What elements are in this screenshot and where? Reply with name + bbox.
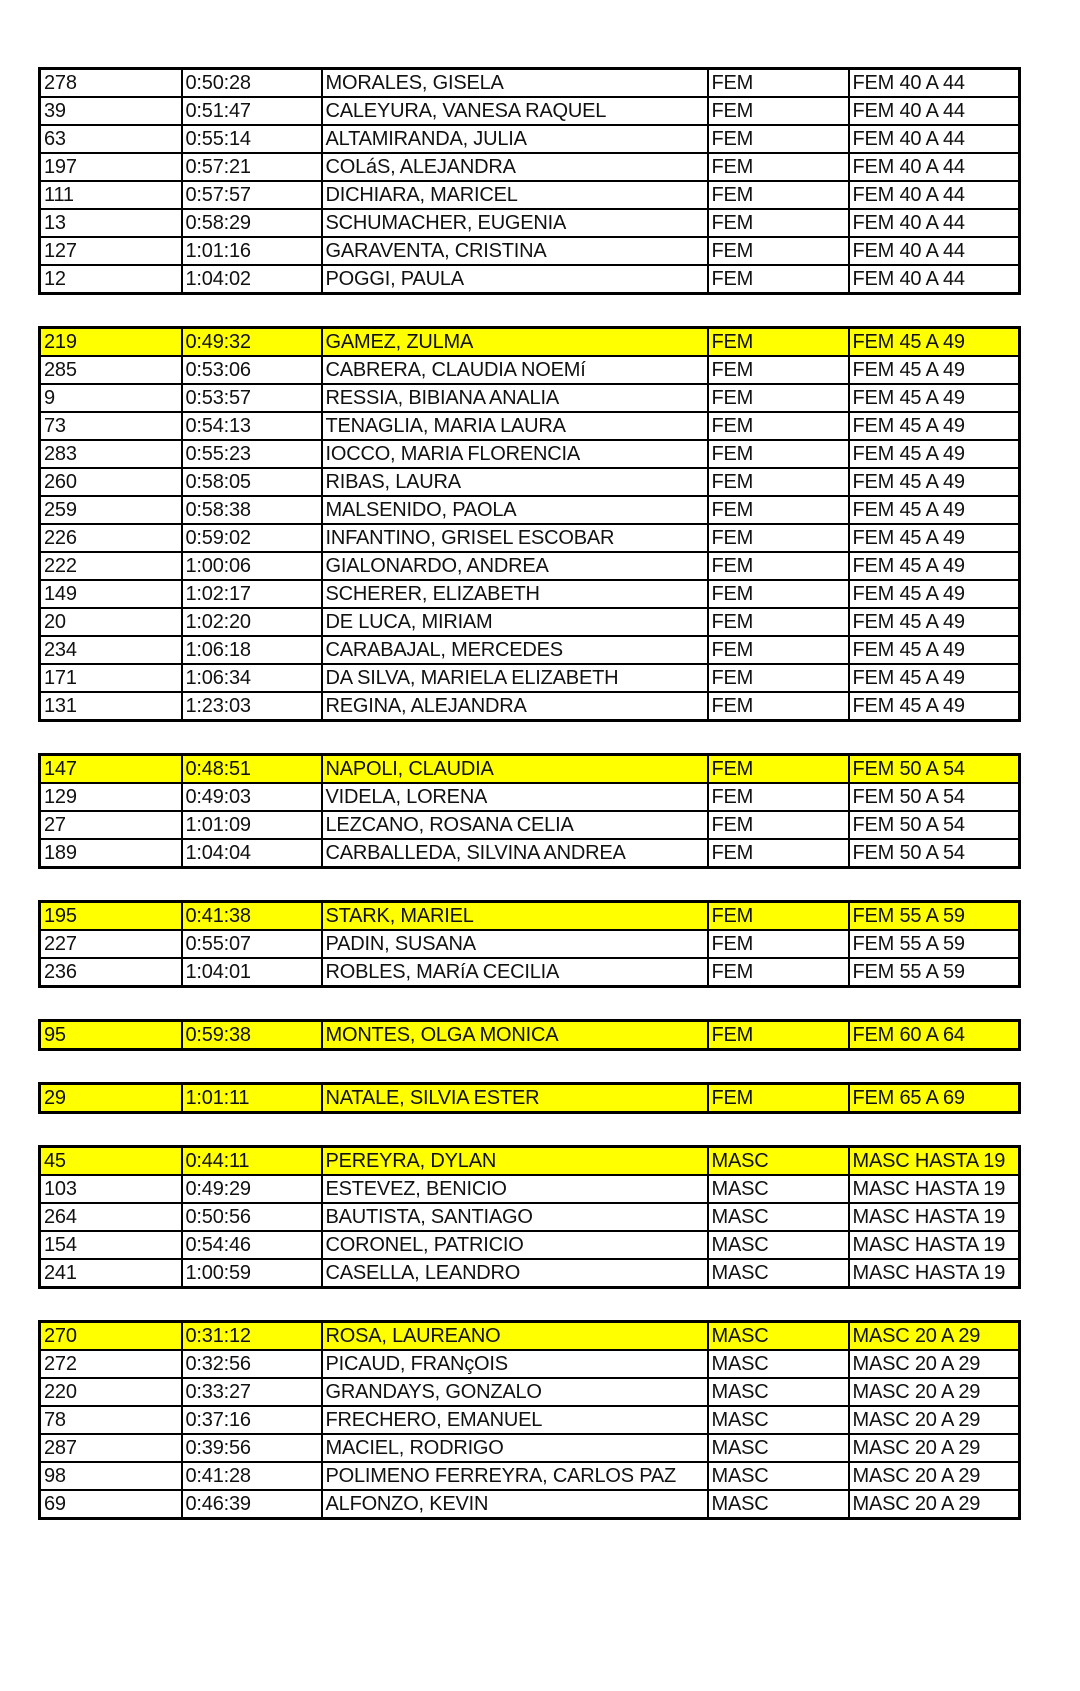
result-row <box>40 552 1020 580</box>
winner-result-row <box>40 1084 1020 1113</box>
sex-cell: FEM <box>708 153 849 181</box>
runner-name-cell: CABRERA, CLAUDIA NOEMí <box>322 356 708 384</box>
category-cell: FEM 40 A 44 <box>849 97 1020 125</box>
runner-name-cell: MORALES, GISELA <box>322 69 708 98</box>
category-cell: FEM 45 A 49 <box>849 692 1020 721</box>
finish-time-cell: 1:02:17 <box>182 580 322 608</box>
bib-number-cell: 195 <box>40 902 182 931</box>
bib-number-cell: 13 <box>40 209 182 237</box>
sex-cell: FEM <box>708 930 849 958</box>
sex-cell: MASC <box>708 1378 849 1406</box>
result-row <box>40 930 1020 958</box>
winner-result-row <box>40 902 1020 931</box>
winner-result-row <box>40 1322 1020 1351</box>
finish-time-cell: 0:59:02 <box>182 524 322 552</box>
sex-cell: FEM <box>708 1084 849 1113</box>
finish-time-cell: 0:37:16 <box>182 1406 322 1434</box>
runner-name-cell: SCHERER, ELIZABETH <box>322 580 708 608</box>
runner-name-cell: STARK, MARIEL <box>322 902 708 931</box>
finish-time-cell: 0:41:38 <box>182 902 322 931</box>
result-row <box>40 636 1020 664</box>
runner-name-cell: DA SILVA, MARIELA ELIZABETH <box>322 664 708 692</box>
finish-time-cell: 0:55:07 <box>182 930 322 958</box>
runner-name-cell: CARABAJAL, MERCEDES <box>322 636 708 664</box>
finish-time-cell: 0:51:47 <box>182 97 322 125</box>
runner-name-cell: BAUTISTA, SANTIAGO <box>322 1203 708 1231</box>
finish-time-cell: 0:50:56 <box>182 1203 322 1231</box>
sex-cell: FEM <box>708 902 849 931</box>
category-cell: FEM 45 A 49 <box>849 664 1020 692</box>
runner-name-cell: MONTES, OLGA MONICA <box>322 1021 708 1050</box>
sex-cell: FEM <box>708 552 849 580</box>
category-cell: FEM 60 A 64 <box>849 1021 1020 1050</box>
result-row <box>40 1175 1020 1203</box>
category-results-table <box>38 753 1021 869</box>
runner-name-cell: COLáS, ALEJANDRA <box>322 153 708 181</box>
bib-number-cell: 129 <box>40 783 182 811</box>
finish-time-cell: 1:04:01 <box>182 958 322 987</box>
finish-time-cell: 0:32:56 <box>182 1350 322 1378</box>
bib-number-cell: 234 <box>40 636 182 664</box>
finish-time-cell: 0:58:38 <box>182 496 322 524</box>
bib-number-cell: 264 <box>40 1203 182 1231</box>
finish-time-cell: 1:00:59 <box>182 1259 322 1288</box>
sex-cell: FEM <box>708 440 849 468</box>
runner-name-cell: CARBALLEDA, SILVINA ANDREA <box>322 839 708 868</box>
category-cell: FEM 50 A 54 <box>849 811 1020 839</box>
bib-number-cell: 111 <box>40 181 182 209</box>
bib-number-cell: 278 <box>40 69 182 98</box>
category-cell: FEM 45 A 49 <box>849 468 1020 496</box>
sex-cell: FEM <box>708 125 849 153</box>
runner-name-cell: ROBLES, MARíA CECILIA <box>322 958 708 987</box>
runner-name-cell: POGGI, PAULA <box>322 265 708 294</box>
category-cell: FEM 45 A 49 <box>849 384 1020 412</box>
category-cell: MASC HASTA 19 <box>849 1203 1020 1231</box>
runner-name-cell: FRECHERO, EMANUEL <box>322 1406 708 1434</box>
bib-number-cell: 189 <box>40 839 182 868</box>
sex-cell: FEM <box>708 237 849 265</box>
category-results-table <box>38 326 1021 722</box>
winner-result-row <box>40 1147 1020 1176</box>
result-row <box>40 412 1020 440</box>
category-cell: MASC 20 A 29 <box>849 1350 1020 1378</box>
finish-time-cell: 0:49:03 <box>182 783 322 811</box>
runner-name-cell: PEREYRA, DYLAN <box>322 1147 708 1176</box>
sex-cell: FEM <box>708 384 849 412</box>
result-row <box>40 1406 1020 1434</box>
category-cell: FEM 55 A 59 <box>849 902 1020 931</box>
category-cell: FEM 40 A 44 <box>849 153 1020 181</box>
sex-cell: FEM <box>708 265 849 294</box>
result-row <box>40 1462 1020 1490</box>
result-row <box>40 384 1020 412</box>
sex-cell: MASC <box>708 1350 849 1378</box>
sex-cell: FEM <box>708 1021 849 1050</box>
result-row <box>40 811 1020 839</box>
result-row <box>40 440 1020 468</box>
bib-number-cell: 131 <box>40 692 182 721</box>
sex-cell: FEM <box>708 811 849 839</box>
sex-cell: MASC <box>708 1322 849 1351</box>
bib-number-cell: 260 <box>40 468 182 496</box>
runner-name-cell: INFANTINO, GRISEL ESCOBAR <box>322 524 708 552</box>
result-row <box>40 608 1020 636</box>
finish-time-cell: 0:46:39 <box>182 1490 322 1519</box>
runner-name-cell: DICHIARA, MARICEL <box>322 181 708 209</box>
category-cell: MASC HASTA 19 <box>849 1175 1020 1203</box>
bib-number-cell: 171 <box>40 664 182 692</box>
finish-time-cell: 0:58:29 <box>182 209 322 237</box>
sex-cell: FEM <box>708 692 849 721</box>
runner-name-cell: DE LUCA, MIRIAM <box>322 608 708 636</box>
winner-result-row <box>40 755 1020 784</box>
runner-name-cell: RESSIA, BIBIANA ANALIA <box>322 384 708 412</box>
bib-number-cell: 69 <box>40 1490 182 1519</box>
result-row <box>40 958 1020 987</box>
category-cell: FEM 45 A 49 <box>849 608 1020 636</box>
winner-result-row <box>40 1021 1020 1050</box>
finish-time-cell: 1:01:16 <box>182 237 322 265</box>
result-row <box>40 524 1020 552</box>
finish-time-cell: 1:01:11 <box>182 1084 322 1113</box>
bib-number-cell: 147 <box>40 755 182 784</box>
runner-name-cell: MACIEL, RODRIGO <box>322 1434 708 1462</box>
category-cell: FEM 45 A 49 <box>849 524 1020 552</box>
runner-name-cell: GAMEZ, ZULMA <box>322 328 708 357</box>
category-results-table <box>38 900 1021 988</box>
bib-number-cell: 95 <box>40 1021 182 1050</box>
runner-name-cell: GRANDAYS, GONZALO <box>322 1378 708 1406</box>
finish-time-cell: 0:58:05 <box>182 468 322 496</box>
runner-name-cell: POLIMENO FERREYRA, CARLOS PAZ <box>322 1462 708 1490</box>
sex-cell: FEM <box>708 356 849 384</box>
runner-name-cell: VIDELA, LORENA <box>322 783 708 811</box>
finish-time-cell: 0:55:23 <box>182 440 322 468</box>
sex-cell: FEM <box>708 209 849 237</box>
category-cell: MASC HASTA 19 <box>849 1259 1020 1288</box>
sex-cell: FEM <box>708 608 849 636</box>
runner-name-cell: NAPOLI, CLAUDIA <box>322 755 708 784</box>
category-cell: FEM 45 A 49 <box>849 328 1020 357</box>
finish-time-cell: 0:44:11 <box>182 1147 322 1176</box>
sex-cell: FEM <box>708 468 849 496</box>
bib-number-cell: 45 <box>40 1147 182 1176</box>
finish-time-cell: 0:50:28 <box>182 69 322 98</box>
bib-number-cell: 9 <box>40 384 182 412</box>
bib-number-cell: 154 <box>40 1231 182 1259</box>
category-cell: MASC 20 A 29 <box>849 1378 1020 1406</box>
runner-name-cell: ESTEVEZ, BENICIO <box>322 1175 708 1203</box>
result-row <box>40 356 1020 384</box>
result-row <box>40 97 1020 125</box>
sex-cell: FEM <box>708 97 849 125</box>
bib-number-cell: 149 <box>40 580 182 608</box>
bib-number-cell: 285 <box>40 356 182 384</box>
runner-name-cell: TENAGLIA, MARIA LAURA <box>322 412 708 440</box>
finish-time-cell: 0:59:38 <box>182 1021 322 1050</box>
winner-result-row <box>40 328 1020 357</box>
sex-cell: MASC <box>708 1490 849 1519</box>
runner-name-cell: NATALE, SILVIA ESTER <box>322 1084 708 1113</box>
bib-number-cell: 219 <box>40 328 182 357</box>
result-row <box>40 692 1020 721</box>
bib-number-cell: 63 <box>40 125 182 153</box>
category-cell: FEM 45 A 49 <box>849 356 1020 384</box>
category-cell: MASC 20 A 29 <box>849 1490 1020 1519</box>
sex-cell: FEM <box>708 524 849 552</box>
bib-number-cell: 236 <box>40 958 182 987</box>
runner-name-cell: MALSENIDO, PAOLA <box>322 496 708 524</box>
finish-time-cell: 1:04:04 <box>182 839 322 868</box>
bib-number-cell: 287 <box>40 1434 182 1462</box>
result-row <box>40 237 1020 265</box>
bib-number-cell: 283 <box>40 440 182 468</box>
sex-cell: FEM <box>708 181 849 209</box>
finish-time-cell: 0:49:32 <box>182 328 322 357</box>
bib-number-cell: 197 <box>40 153 182 181</box>
finish-time-cell: 1:00:06 <box>182 552 322 580</box>
category-results-table <box>38 1082 1021 1114</box>
sex-cell: FEM <box>708 412 849 440</box>
category-cell: FEM 55 A 59 <box>849 958 1020 987</box>
category-cell: FEM 40 A 44 <box>849 265 1020 294</box>
category-cell: MASC 20 A 29 <box>849 1462 1020 1490</box>
category-cell: FEM 45 A 49 <box>849 496 1020 524</box>
bib-number-cell: 226 <box>40 524 182 552</box>
bib-number-cell: 78 <box>40 1406 182 1434</box>
category-cell: FEM 50 A 54 <box>849 783 1020 811</box>
sex-cell: FEM <box>708 958 849 987</box>
category-cell: FEM 45 A 49 <box>849 440 1020 468</box>
runner-name-cell: CORONEL, PATRICIO <box>322 1231 708 1259</box>
runner-name-cell: IOCCO, MARIA FLORENCIA <box>322 440 708 468</box>
sex-cell: MASC <box>708 1259 849 1288</box>
bib-number-cell: 103 <box>40 1175 182 1203</box>
sex-cell: MASC <box>708 1462 849 1490</box>
finish-time-cell: 0:54:46 <box>182 1231 322 1259</box>
sex-cell: MASC <box>708 1175 849 1203</box>
runner-name-cell: GIALONARDO, ANDREA <box>322 552 708 580</box>
category-results-table <box>38 1019 1021 1051</box>
result-row <box>40 69 1020 98</box>
runner-name-cell: PICAUD, FRANçOIS <box>322 1350 708 1378</box>
sex-cell: FEM <box>708 580 849 608</box>
bib-number-cell: 27 <box>40 811 182 839</box>
sex-cell: FEM <box>708 839 849 868</box>
bib-number-cell: 73 <box>40 412 182 440</box>
sex-cell: MASC <box>708 1203 849 1231</box>
finish-time-cell: 1:01:09 <box>182 811 322 839</box>
bib-number-cell: 20 <box>40 608 182 636</box>
finish-time-cell: 0:53:57 <box>182 384 322 412</box>
category-cell: FEM 55 A 59 <box>849 930 1020 958</box>
sex-cell: FEM <box>708 783 849 811</box>
sex-cell: FEM <box>708 664 849 692</box>
finish-time-cell: 0:57:57 <box>182 181 322 209</box>
runner-name-cell: ALFONZO, KEVIN <box>322 1490 708 1519</box>
result-row <box>40 496 1020 524</box>
result-row <box>40 1490 1020 1519</box>
runner-name-cell: RIBAS, LAURA <box>322 468 708 496</box>
finish-time-cell: 0:41:28 <box>182 1462 322 1490</box>
category-cell: FEM 45 A 49 <box>849 636 1020 664</box>
finish-time-cell: 0:39:56 <box>182 1434 322 1462</box>
results-page <box>38 67 1018 1551</box>
sex-cell: FEM <box>708 636 849 664</box>
result-row <box>40 839 1020 868</box>
category-cell: MASC HASTA 19 <box>849 1231 1020 1259</box>
runner-name-cell: CASELLA, LEANDRO <box>322 1259 708 1288</box>
category-cell: MASC 20 A 29 <box>849 1406 1020 1434</box>
category-cell: FEM 50 A 54 <box>849 839 1020 868</box>
result-row <box>40 153 1020 181</box>
sex-cell: MASC <box>708 1406 849 1434</box>
result-row <box>40 783 1020 811</box>
bib-number-cell: 259 <box>40 496 182 524</box>
category-cell: MASC 20 A 29 <box>849 1434 1020 1462</box>
category-results-table <box>38 67 1021 295</box>
sex-cell: FEM <box>708 755 849 784</box>
result-row <box>40 580 1020 608</box>
category-cell: MASC 20 A 29 <box>849 1322 1020 1351</box>
result-row <box>40 1231 1020 1259</box>
bib-number-cell: 98 <box>40 1462 182 1490</box>
bib-number-cell: 270 <box>40 1322 182 1351</box>
finish-time-cell: 1:23:03 <box>182 692 322 721</box>
category-cell: FEM 40 A 44 <box>849 125 1020 153</box>
runner-name-cell: SCHUMACHER, EUGENIA <box>322 209 708 237</box>
finish-time-cell: 1:04:02 <box>182 265 322 294</box>
bib-number-cell: 241 <box>40 1259 182 1288</box>
runner-name-cell: ALTAMIRANDA, JULIA <box>322 125 708 153</box>
sex-cell: MASC <box>708 1231 849 1259</box>
category-cell: FEM 40 A 44 <box>849 69 1020 98</box>
sex-cell: FEM <box>708 69 849 98</box>
sex-cell: FEM <box>708 328 849 357</box>
result-row <box>40 468 1020 496</box>
finish-time-cell: 1:02:20 <box>182 608 322 636</box>
finish-time-cell: 1:06:34 <box>182 664 322 692</box>
result-row <box>40 265 1020 294</box>
sex-cell: MASC <box>708 1434 849 1462</box>
category-cell: FEM 45 A 49 <box>849 412 1020 440</box>
result-row <box>40 209 1020 237</box>
runner-name-cell: PADIN, SUSANA <box>322 930 708 958</box>
finish-time-cell: 0:48:51 <box>182 755 322 784</box>
result-row <box>40 1434 1020 1462</box>
category-cell: FEM 40 A 44 <box>849 209 1020 237</box>
finish-time-cell: 0:33:27 <box>182 1378 322 1406</box>
runner-name-cell: GARAVENTA, CRISTINA <box>322 237 708 265</box>
result-row <box>40 181 1020 209</box>
finish-time-cell: 0:55:14 <box>182 125 322 153</box>
result-row <box>40 1203 1020 1231</box>
runner-name-cell: REGINA, ALEJANDRA <box>322 692 708 721</box>
sex-cell: MASC <box>708 1147 849 1176</box>
bib-number-cell: 222 <box>40 552 182 580</box>
bib-number-cell: 12 <box>40 265 182 294</box>
runner-name-cell: LEZCANO, ROSANA CELIA <box>322 811 708 839</box>
runner-name-cell: ROSA, LAUREANO <box>322 1322 708 1351</box>
result-row <box>40 125 1020 153</box>
category-cell: FEM 40 A 44 <box>849 237 1020 265</box>
sex-cell: FEM <box>708 496 849 524</box>
result-row <box>40 1378 1020 1406</box>
category-cell: MASC HASTA 19 <box>849 1147 1020 1176</box>
bib-number-cell: 29 <box>40 1084 182 1113</box>
bib-number-cell: 272 <box>40 1350 182 1378</box>
category-results-table <box>38 1320 1021 1520</box>
bib-number-cell: 227 <box>40 930 182 958</box>
result-row <box>40 664 1020 692</box>
result-row <box>40 1259 1020 1288</box>
category-results-table <box>38 1145 1021 1289</box>
finish-time-cell: 1:06:18 <box>182 636 322 664</box>
bib-number-cell: 127 <box>40 237 182 265</box>
finish-time-cell: 0:49:29 <box>182 1175 322 1203</box>
runner-name-cell: CALEYURA, VANESA RAQUEL <box>322 97 708 125</box>
bib-number-cell: 220 <box>40 1378 182 1406</box>
finish-time-cell: 0:31:12 <box>182 1322 322 1351</box>
category-cell: FEM 50 A 54 <box>849 755 1020 784</box>
finish-time-cell: 0:54:13 <box>182 412 322 440</box>
finish-time-cell: 0:53:06 <box>182 356 322 384</box>
category-cell: FEM 65 A 69 <box>849 1084 1020 1113</box>
finish-time-cell: 0:57:21 <box>182 153 322 181</box>
result-row <box>40 1350 1020 1378</box>
category-cell: FEM 40 A 44 <box>849 181 1020 209</box>
category-cell: FEM 45 A 49 <box>849 580 1020 608</box>
category-cell: FEM 45 A 49 <box>849 552 1020 580</box>
bib-number-cell: 39 <box>40 97 182 125</box>
